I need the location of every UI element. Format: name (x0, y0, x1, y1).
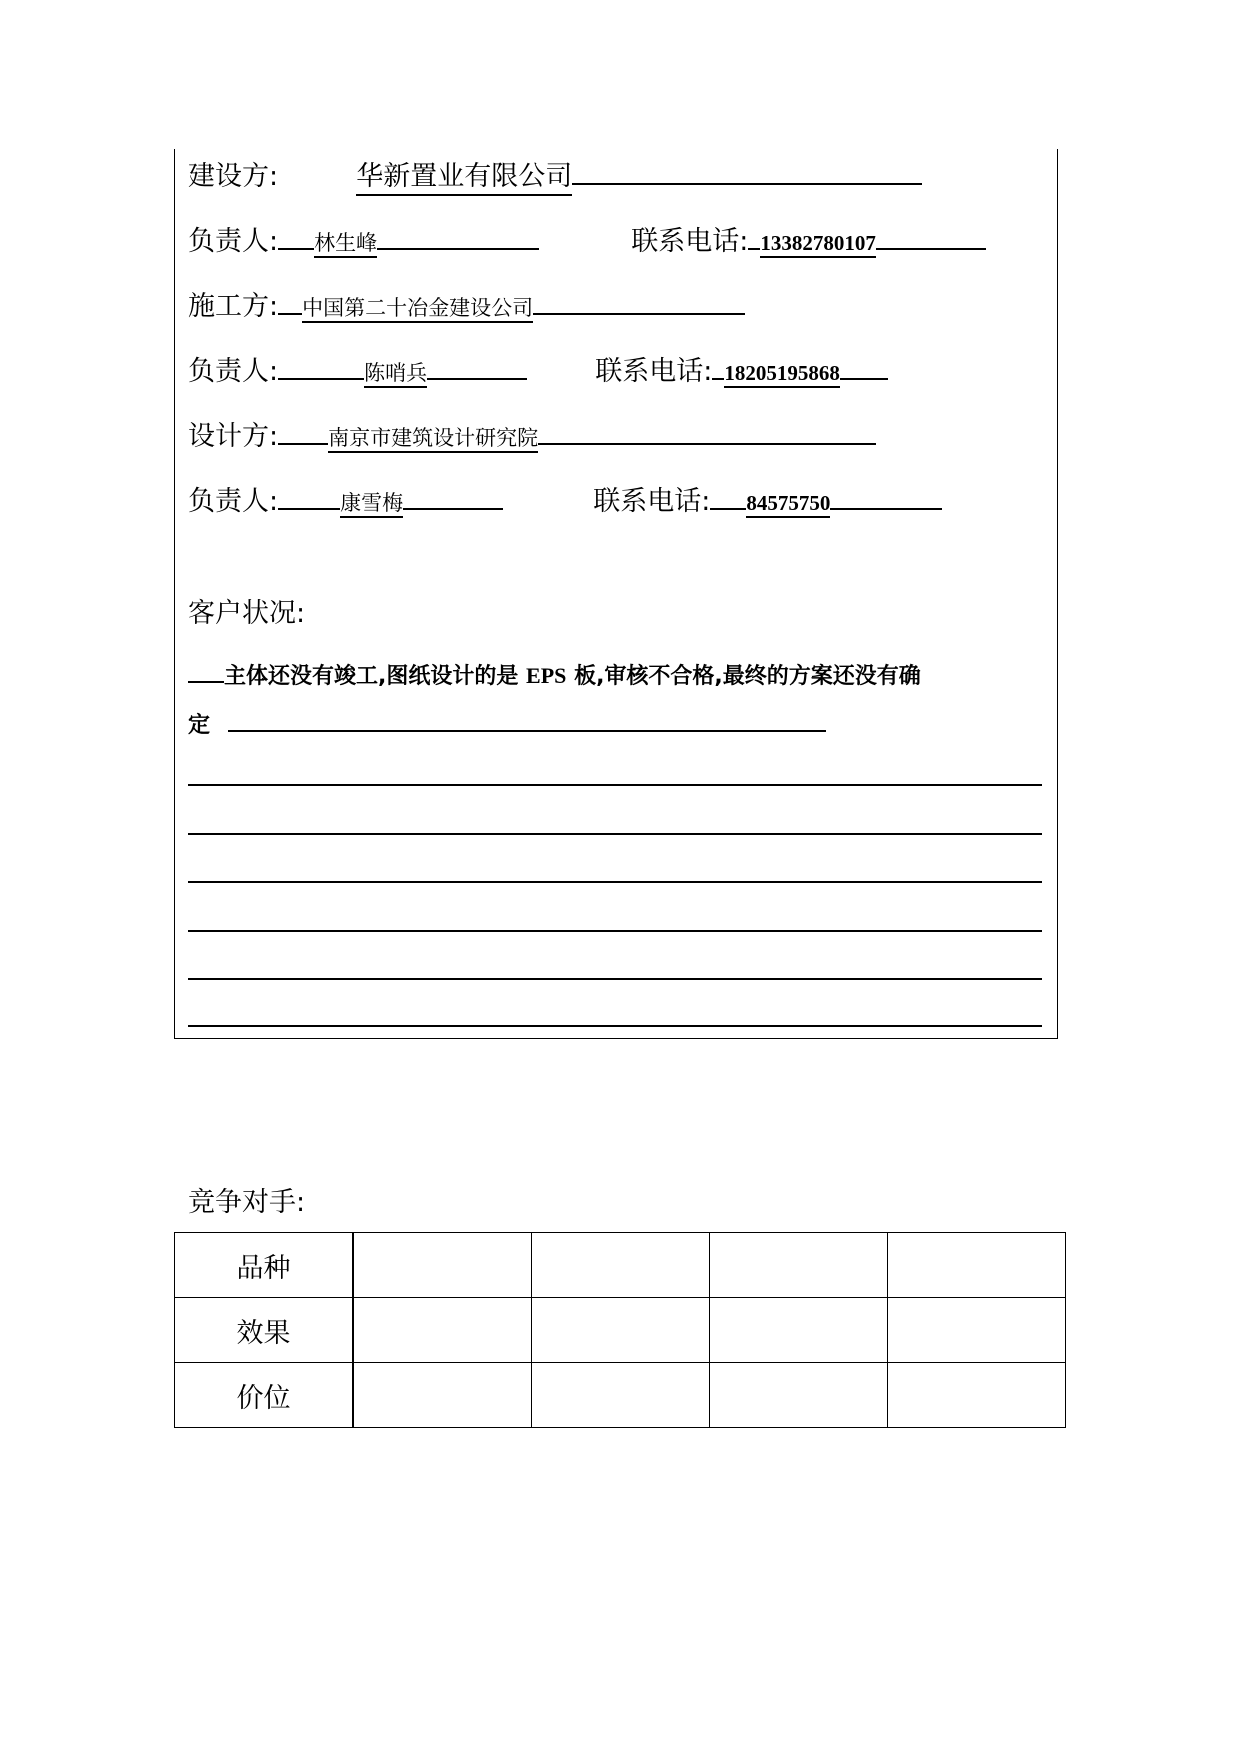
competitors-table (174, 1232, 1066, 1428)
constructor-phone: 18205195868 (724, 361, 840, 388)
blank (710, 488, 746, 510)
designer-phone-label: 联系电话: (593, 486, 711, 517)
builder-label: 建设方: (188, 161, 279, 192)
customer-status-text-2: 板,审核不合格,最终的方案还没有确 (574, 664, 921, 689)
table-cell (353, 1363, 532, 1428)
table-cell (710, 1363, 888, 1428)
table-cell (353, 1298, 532, 1363)
customer-status-line1 (188, 663, 1043, 688)
designer-contact-row (188, 488, 942, 515)
competitors-label-row (188, 1189, 305, 1216)
blank-line (188, 930, 1042, 932)
customer-status-text-1: 主体还没有竣工,图纸设计的是 (224, 664, 519, 689)
table-cell (888, 1233, 1066, 1298)
constructor-person-label: 负责人: (188, 356, 279, 387)
customer-status-label-row (188, 600, 305, 627)
row-header-variety: 品种 (175, 1233, 354, 1298)
blank (377, 228, 539, 250)
table-cell (532, 1298, 710, 1363)
constructor-phone-label: 联系电话: (595, 356, 713, 387)
blank (278, 423, 328, 445)
builder-contact-row (188, 228, 986, 255)
blank-line (188, 833, 1042, 835)
blank-line (188, 1025, 1042, 1027)
blank (228, 714, 826, 732)
blank (876, 228, 986, 250)
builder-phone-label: 联系电话: (631, 226, 749, 257)
blank (403, 488, 503, 510)
table-cell (888, 1363, 1066, 1428)
blank (538, 423, 876, 445)
table-cell (353, 1233, 532, 1298)
constructor-label: 施工方: (188, 291, 279, 322)
blank (278, 228, 314, 250)
competitors-label: 竞争对手: (188, 1187, 306, 1218)
designer-company: 南京市建筑设计研究院 (328, 426, 538, 453)
constructor-row (188, 293, 745, 320)
blank (427, 358, 527, 380)
builder-company: 华新置业有限公司 (356, 161, 572, 196)
row-header-effect: 效果 (175, 1298, 354, 1363)
row-header-price: 价位 (175, 1363, 354, 1428)
blank (188, 663, 224, 683)
builder-phone: 13382780107 (760, 231, 876, 258)
designer-row (188, 423, 876, 450)
blank (840, 358, 888, 380)
blank (278, 488, 340, 510)
constructor-person: 陈哨兵 (364, 361, 427, 388)
builder-company-blank (572, 163, 922, 185)
designer-label: 设计方: (188, 421, 279, 452)
blank (712, 358, 724, 380)
constructor-company: 中国第二十冶金建设公司 (302, 296, 533, 323)
table-row (175, 1363, 1066, 1428)
customer-status-text-3: 定 (188, 713, 211, 738)
builder-person: 林生峰 (314, 231, 377, 258)
customer-status-label: 客户状况: (188, 598, 306, 629)
designer-person: 康雪梅 (340, 491, 403, 518)
constructor-contact-row (188, 358, 888, 385)
table-cell (710, 1298, 888, 1363)
table-cell (888, 1298, 1066, 1363)
blank-line (188, 881, 1042, 883)
table-cell (532, 1363, 710, 1428)
designer-phone: 84575750 (746, 491, 830, 518)
blank (748, 228, 760, 250)
blank (533, 293, 745, 315)
project-info-box (174, 149, 1058, 1039)
blank-line (188, 784, 1042, 786)
table-row (175, 1298, 1066, 1363)
customer-status-eps: EPS (526, 663, 567, 688)
table-cell (710, 1233, 888, 1298)
blank (278, 293, 302, 315)
table-cell (532, 1233, 710, 1298)
table-row (175, 1233, 1066, 1298)
designer-person-label: 负责人: (188, 486, 279, 517)
blank-line (188, 978, 1042, 980)
blank (278, 358, 364, 380)
customer-status-line2 (188, 714, 1043, 737)
builder-person-label: 负责人: (188, 226, 279, 257)
builder-row (188, 163, 922, 190)
blank (830, 488, 942, 510)
